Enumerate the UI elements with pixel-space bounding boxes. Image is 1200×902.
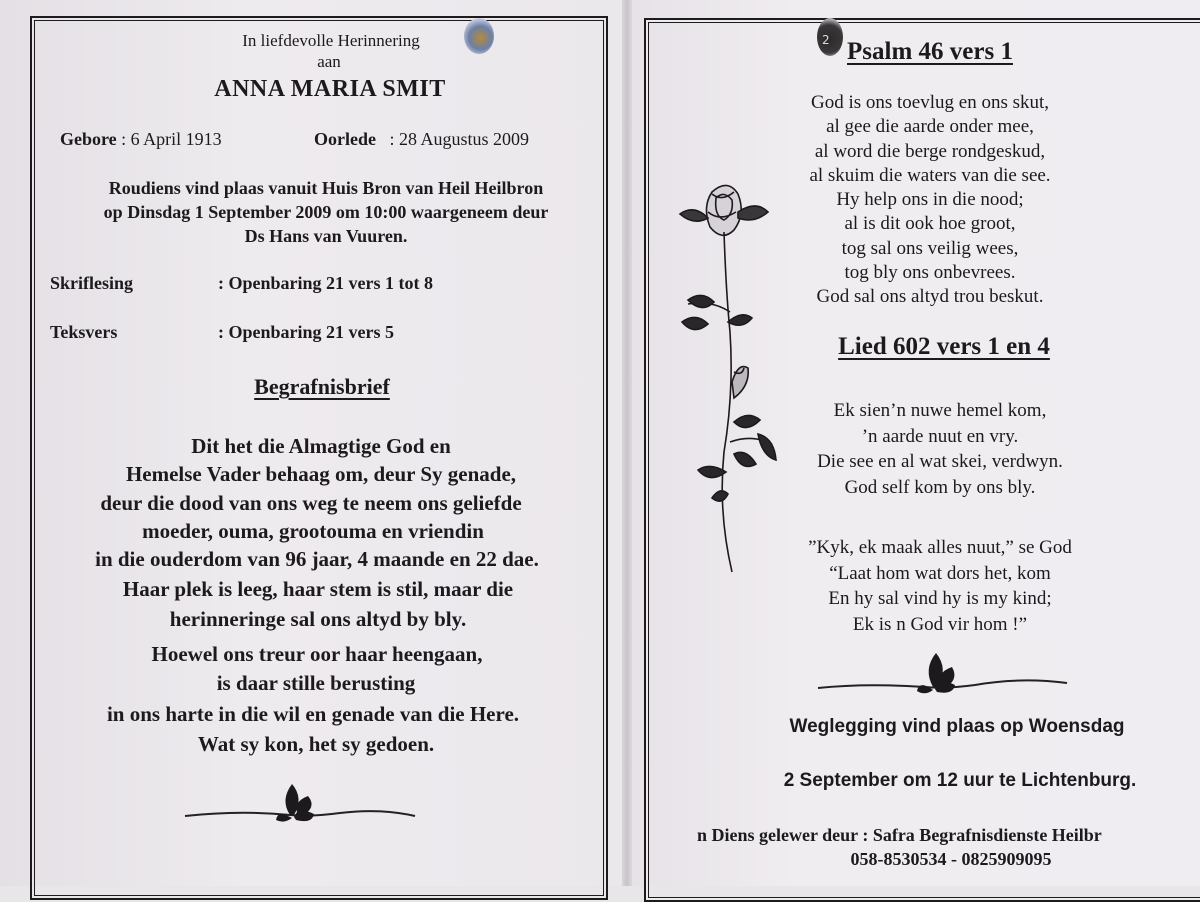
- punch-hole-left: [464, 18, 494, 54]
- psalm-heading: Psalm 46 vers 1: [847, 38, 1013, 65]
- died-row: [314, 129, 529, 150]
- song-line: Ek is n God vir hom !”: [852, 614, 1028, 636]
- died-date: : 28 Augustus 2009: [389, 129, 530, 149]
- letter-line: Wat sy kon, het sy gedoen.: [197, 732, 435, 756]
- song-line: ʼn aarde nuut en vry.: [861, 425, 1019, 447]
- letter-line: herinneringe sal ons altyd by bly.: [169, 607, 467, 631]
- letter-line: is daar stille berusting: [216, 671, 416, 695]
- reading-label: Skriflesing: [50, 273, 134, 293]
- letter-line: Hemelse Vader behaag om, deur Sy genade,: [125, 462, 517, 486]
- reading-value: : Openbaring 21 vers 1 tot 8: [218, 273, 433, 293]
- psalm-line: God is ons toevlug en ons skut,: [810, 92, 1050, 113]
- psalm-line: al gee die aarde onder mee,: [826, 116, 1034, 138]
- leaf-ornament-right-icon: [815, 645, 1070, 697]
- psalm-line: tog bly ons onbevrees.: [844, 262, 1016, 284]
- text-label: Teksvers: [50, 322, 118, 342]
- service-line: Roudiens vind plaas vanuit Huis Bron van Heil Heilbron: [108, 178, 544, 198]
- letter-line: Hoewel ons treur oor haar heengaan,: [151, 642, 483, 666]
- psalm-line: al word die berge rondgeskud,: [814, 140, 1046, 162]
- song-verse-1: [780, 398, 1100, 501]
- born-date: : 6 April 1913: [121, 129, 222, 149]
- service-line: op Dinsdag 1 September 2009 om 10:00 waargeneem deur: [103, 202, 549, 222]
- leaf-ornament-left-icon: [180, 770, 420, 828]
- song-line: En hy sal vind hy is my kind;: [828, 588, 1052, 610]
- letter-line: Haar plek is leeg, haar stem is stil, maar die: [122, 577, 514, 601]
- rose-icon: [672, 172, 784, 582]
- song-line: Die see en al wat skei, verdwyn.: [817, 451, 1063, 473]
- phone-numbers: 058-8530534 - 0825909095: [850, 849, 1052, 869]
- born-label: Gebore: [60, 129, 117, 149]
- service-line: Ds Hans van Vuuren.: [244, 226, 408, 246]
- song-heading: Lied 602 vers 1 en 4: [838, 333, 1050, 360]
- song-line: Ek sienʼn nuwe hemel kom,: [833, 400, 1047, 421]
- punch-number: 2: [822, 33, 830, 47]
- psalm-line: al is dit ook hoe groot,: [844, 213, 1016, 235]
- page-fold: [622, 0, 632, 886]
- born-row: [60, 129, 222, 150]
- psalm-line: al skuim die waters van die see.: [809, 164, 1051, 186]
- psalm-text: [760, 91, 1100, 310]
- intro-text: In liefdevolle Herinnering: [242, 31, 420, 50]
- letter-line: in ons harte in die wil en genade van die Here.: [106, 702, 520, 726]
- psalm-line: Hy help ons in die nood;: [836, 189, 1024, 211]
- text-value: : Openbaring 21 vers 5: [218, 322, 395, 342]
- song-line: God self kom by ons bly.: [844, 477, 1036, 499]
- burial-line: Weglegging vind plaas op Woensdag: [789, 716, 1125, 737]
- psalm-line: God sal ons altyd trou beskut.: [816, 286, 1044, 308]
- deceased-name: ANNA MARIA SMIT: [214, 76, 446, 102]
- song-verse-4: [780, 535, 1100, 638]
- letter-line: in die ouderdom van 96 jaar, 4 maande en 22 dae.: [95, 547, 539, 571]
- burial-line: 2 September om 12 uur te Lichtenburg.: [783, 770, 1137, 791]
- intro-aan: aan: [317, 52, 341, 71]
- letter-line: deur die dood van ons weg te neem ons geliefde: [100, 491, 522, 515]
- letter-line: moeder, ouma, grootouma en vriendin: [142, 519, 484, 543]
- punch-hole-right: [817, 18, 843, 56]
- song-line: ”Kyk, ek maak alles nuut,” se God: [808, 537, 1072, 558]
- letter-heading: Begrafnisbrief: [254, 374, 390, 399]
- undertaker-line: n Diens gelewer deur : Safra Begrafnisdienste Heilbr: [697, 825, 1102, 845]
- died-label: Oorlede: [314, 129, 376, 149]
- song-line: “Laat hom wat dors het, kom: [829, 562, 1051, 584]
- psalm-line: tog sal ons veilig wees,: [841, 237, 1019, 259]
- letter-line: Dit het die Almagtige God en: [191, 434, 451, 458]
